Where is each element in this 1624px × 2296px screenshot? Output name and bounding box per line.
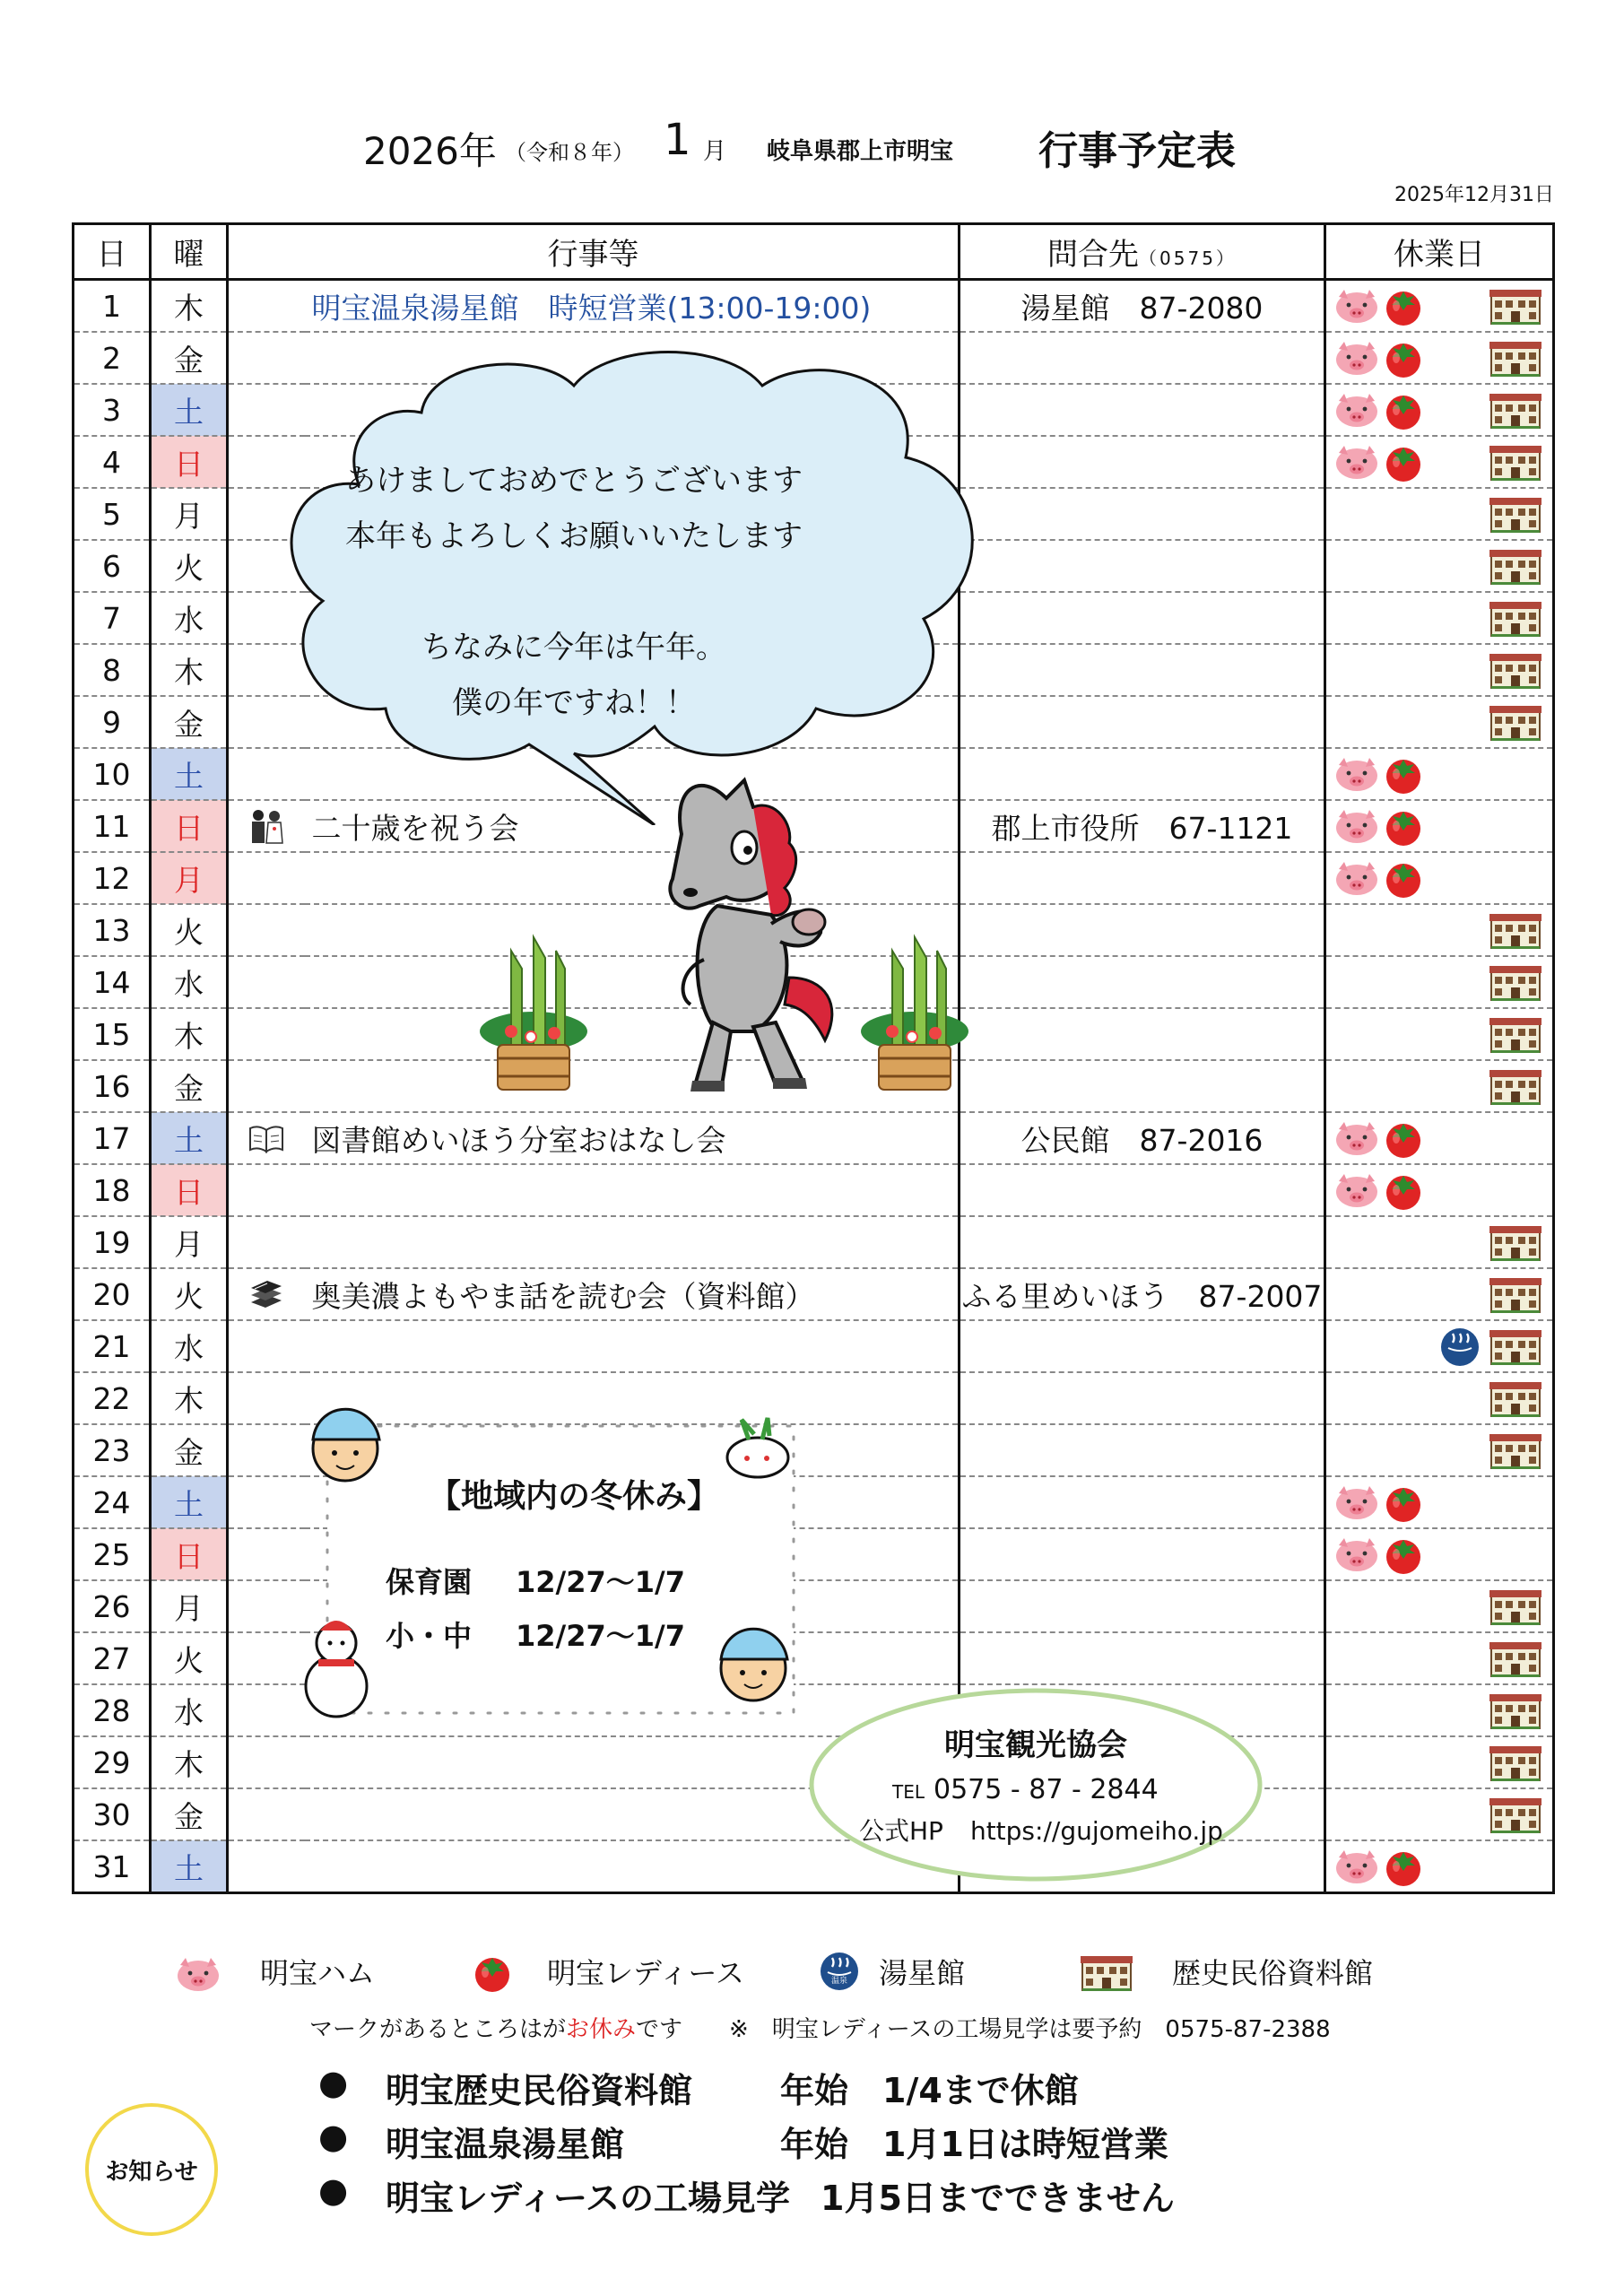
museum-icon [1489, 1588, 1541, 1626]
weekday: 水 [151, 592, 228, 644]
weekday: 日 [151, 436, 228, 488]
tomato-icon [1382, 336, 1425, 379]
header-closed: 休業日 [1325, 224, 1554, 280]
tomato-icon [1382, 1845, 1425, 1888]
closed-marks [1325, 904, 1554, 956]
weekday: 木 [151, 644, 228, 696]
header-contact-label: 問合先 [1047, 237, 1140, 273]
association-url[interactable]: https://gujomeiho.jp [969, 1816, 1223, 1846]
winter-break-row [386, 1613, 762, 1667]
event-icon-cell [228, 956, 305, 1008]
weekday: 日 [151, 800, 228, 852]
weekday: 土 [151, 1476, 228, 1528]
new-year-message [323, 453, 825, 731]
hp-label: 公式HP [859, 1816, 943, 1846]
event-contact [960, 852, 1325, 904]
pig-icon [1333, 392, 1380, 428]
event-icon-cell [228, 1268, 305, 1320]
day-number: 22 [74, 1372, 151, 1424]
association-tel [892, 1774, 1159, 1805]
pig-icon [1333, 1120, 1380, 1156]
year: 2026年 [363, 129, 497, 173]
day-number: 15 [74, 1008, 151, 1060]
pig-icon [1333, 288, 1380, 324]
museum-icon [1081, 1954, 1133, 1992]
weekday: 金 [151, 1424, 228, 1476]
closed-marks [1325, 748, 1554, 800]
notice-item [318, 2117, 1439, 2170]
onsen-icon [1439, 1326, 1481, 1368]
event-contact: 公民館 87-2016 [960, 1112, 1325, 1164]
pig-icon [1333, 1172, 1380, 1208]
closed-marks [1325, 696, 1554, 748]
school-label: 保育園 [386, 1565, 473, 1599]
weekday: 土 [151, 384, 228, 436]
closed-marks [1325, 1424, 1554, 1476]
event-contact [960, 332, 1325, 384]
closed-marks [1325, 592, 1554, 644]
museum-icon [1489, 1692, 1541, 1730]
museum-icon [1489, 1744, 1541, 1782]
closed-marks [1325, 1164, 1554, 1216]
event-contact [960, 644, 1325, 696]
day-number: 19 [74, 1216, 151, 1268]
day-number: 26 [74, 1580, 151, 1632]
tomato-icon [1382, 284, 1425, 327]
header-weekday: 曜 [151, 224, 228, 280]
notice-badge-label: お知らせ [105, 2159, 198, 2186]
open-book-icon [248, 1119, 285, 1157]
notice-detail: 年始 1月1日は時短営業 [780, 2125, 1168, 2164]
legend-ham: 明宝ハム [260, 1956, 376, 1990]
event-icon-cell [228, 1216, 305, 1268]
notice-item [318, 2170, 1439, 2224]
event-icon-cell [228, 1008, 305, 1060]
day-number: 9 [74, 696, 151, 748]
pig-icon [175, 1956, 221, 1992]
event-icon-cell [228, 1684, 305, 1736]
page-title: 行事予定表 [1038, 128, 1236, 174]
museum-icon [1489, 1224, 1541, 1262]
museum-icon [1489, 1796, 1541, 1834]
closed-marks [1325, 1684, 1554, 1736]
weekday: 金 [151, 1788, 228, 1840]
museum-icon [1489, 704, 1541, 742]
closed-marks [1325, 488, 1554, 540]
weekday: 火 [151, 1268, 228, 1320]
table-row [74, 1268, 1554, 1320]
tomato-icon [1382, 1169, 1425, 1212]
museum-icon [1489, 444, 1541, 482]
horse-mascot-icon [619, 771, 870, 1103]
event-contact [960, 1372, 1325, 1424]
museum-icon [1489, 600, 1541, 638]
onsen-mark: 温泉 [830, 1977, 847, 1986]
weekday: 木 [151, 1372, 228, 1424]
closed-marks [1325, 1112, 1554, 1164]
day-number: 13 [74, 904, 151, 956]
event-name: 明宝温泉湯星館 時短営業(13:00-19:00) [305, 280, 960, 333]
school-label: 小・中 [386, 1619, 473, 1653]
museum-icon [1489, 912, 1541, 950]
weekday: 日 [151, 1164, 228, 1216]
location: 岐阜県郡上市明宝 [767, 138, 954, 165]
weekday: 月 [151, 852, 228, 904]
closed-marks [1325, 332, 1554, 384]
event-icon-cell [228, 1528, 305, 1580]
weekday: 木 [151, 1736, 228, 1788]
notice-detail: 年始 1/4まで休館 [780, 2071, 1079, 2110]
day-number: 4 [74, 436, 151, 488]
day-number: 5 [74, 488, 151, 540]
event-icon-cell [228, 1320, 305, 1372]
tomato-icon [1382, 857, 1425, 900]
event-contact [960, 1528, 1325, 1580]
tourism-association-card [807, 1686, 1264, 1883]
page-header [0, 115, 1624, 178]
event-icon-cell [228, 1736, 305, 1788]
event-icon-cell [228, 1476, 305, 1528]
closed-marks [1325, 1320, 1554, 1372]
event-icon-cell [228, 1580, 305, 1632]
issue-date: 2025年12月31日 [1394, 184, 1554, 206]
closed-marks [1325, 280, 1554, 333]
museum-icon [1489, 340, 1541, 378]
day-number: 7 [74, 592, 151, 644]
legend-note [309, 2011, 1331, 2044]
event-icon-cell [228, 904, 305, 956]
event-icon-cell [228, 1060, 305, 1112]
day-number: 28 [74, 1684, 151, 1736]
association-hp [859, 1812, 1223, 1848]
note-post: です ※ 明宝レディースの工場見学は要予約 0575-87-2388 [636, 2016, 1331, 2043]
event-icon-cell [228, 852, 305, 904]
museum-icon [1489, 288, 1541, 326]
event-contact [960, 592, 1325, 644]
closed-marks [1325, 384, 1554, 436]
tomato-icon [1382, 388, 1425, 431]
tel-number: 0575 - 87 - 2844 [934, 1774, 1159, 1805]
day-number: 21 [74, 1320, 151, 1372]
kadomatsu-right-icon [856, 933, 973, 1094]
closed-marks [1325, 644, 1554, 696]
event-contact: ふる里めいほう 87-2007 [960, 1268, 1325, 1320]
day-number: 31 [74, 1840, 151, 1893]
weekday: 日 [151, 1528, 228, 1580]
day-number: 10 [74, 748, 151, 800]
event-icon-cell [228, 1840, 305, 1893]
closed-marks [1325, 1476, 1554, 1528]
day-number: 23 [74, 1424, 151, 1476]
closed-marks [1325, 1840, 1554, 1893]
event-contact [960, 748, 1325, 800]
weekday: 火 [151, 1632, 228, 1684]
event-contact [960, 1320, 1325, 1372]
event-name: 奥美濃よもやま話を読む会（資料館） [305, 1268, 960, 1320]
legend-onsen: 湯星館 [879, 1956, 966, 1990]
era: （令和８年） [505, 140, 634, 165]
event-icon-cell [228, 1164, 305, 1216]
day-number: 2 [74, 332, 151, 384]
association-name: 明宝観光協会 [944, 1727, 1127, 1763]
book-stack-icon [248, 1275, 285, 1313]
day-number: 6 [74, 540, 151, 592]
message-line: 本年もよろしくお願いいたします [345, 518, 803, 554]
table-row [74, 1112, 1554, 1164]
museum-icon [1489, 1016, 1541, 1054]
message-line: あけましておめでとうございます [345, 463, 803, 499]
onsen-icon [819, 1951, 860, 1992]
notice-name: 明宝レディースの工場見学 [386, 2179, 791, 2218]
event-name: 二十歳を祝う会 [305, 800, 960, 852]
event-icon-cell [228, 1112, 305, 1164]
weekday: 木 [151, 1008, 228, 1060]
weekday: 火 [151, 540, 228, 592]
closed-marks [1325, 852, 1554, 904]
event-icon-cell [228, 1788, 305, 1840]
header-day: 日 [74, 224, 151, 280]
museum-icon [1489, 1380, 1541, 1418]
day-number: 20 [74, 1268, 151, 1320]
winter-break-title: 【地域内の冬休み】 [428, 1478, 719, 1515]
closed-marks [1325, 1736, 1554, 1788]
notice-list [318, 2063, 1439, 2224]
closed-marks [1325, 1580, 1554, 1632]
closed-marks [1325, 1528, 1554, 1580]
tel-label: TEL [892, 1781, 925, 1803]
event-contact [960, 1476, 1325, 1528]
closed-marks [1325, 1788, 1554, 1840]
day-number: 27 [74, 1632, 151, 1684]
event-contact [960, 488, 1325, 540]
event-icon-cell [228, 1424, 305, 1476]
weekday: 火 [151, 904, 228, 956]
notice-name: 明宝歴史民俗資料館 [386, 2071, 693, 2110]
tomato-icon [1382, 1533, 1425, 1576]
message-line: 僕の年ですね！！ [452, 685, 696, 721]
event-contact [960, 1632, 1325, 1684]
closed-marks [1325, 956, 1554, 1008]
museum-icon [1489, 548, 1541, 586]
event-name [305, 1320, 960, 1372]
weekday: 月 [151, 1580, 228, 1632]
tomato-icon [471, 1951, 514, 1994]
day-number: 16 [74, 1060, 151, 1112]
closed-marks [1325, 1008, 1554, 1060]
header-contact [960, 224, 1325, 280]
event-icon-cell [228, 1632, 305, 1684]
tomato-icon [1382, 752, 1425, 796]
message-line [323, 564, 825, 620]
event-contact [960, 696, 1325, 748]
museum-icon [1489, 496, 1541, 534]
weekday: 水 [151, 956, 228, 1008]
weekday: 水 [151, 1320, 228, 1372]
event-contact [960, 436, 1325, 488]
museum-icon [1489, 1276, 1541, 1314]
tomato-icon [1382, 804, 1425, 848]
table-row [74, 280, 1554, 333]
winter-break-box [386, 1471, 762, 1667]
break-dates: 12/27～1/7 [516, 1565, 685, 1599]
bullet-icon: ● [318, 2063, 349, 2102]
closed-marks [1325, 436, 1554, 488]
day-number: 8 [74, 644, 151, 696]
day-number: 1 [74, 280, 151, 333]
day-number: 18 [74, 1164, 151, 1216]
closed-marks [1325, 1268, 1554, 1320]
closed-marks [1325, 1060, 1554, 1112]
pig-icon [1333, 860, 1380, 896]
tomato-icon [1382, 440, 1425, 483]
tomato-icon [1382, 1481, 1425, 1524]
pig-icon [1333, 808, 1380, 844]
event-contact [960, 1008, 1325, 1060]
event-name: 図書館めいほう分室おはなし会 [305, 1112, 960, 1164]
event-icon-cell [228, 1372, 305, 1424]
legend-ladies: 明宝レディース [547, 1956, 744, 1990]
day-number: 24 [74, 1476, 151, 1528]
closed-marks [1325, 1632, 1554, 1684]
event-contact [960, 1216, 1325, 1268]
museum-icon [1489, 1432, 1541, 1470]
day-number: 14 [74, 956, 151, 1008]
pig-icon [1333, 1484, 1380, 1520]
museum-icon [1489, 1640, 1541, 1678]
legend-museum: 歴史民俗資料館 [1172, 1956, 1374, 1990]
closed-marks [1325, 800, 1554, 852]
event-contact [960, 384, 1325, 436]
event-contact [960, 956, 1325, 1008]
pig-icon [1333, 444, 1380, 480]
event-contact [960, 1060, 1325, 1112]
day-number: 30 [74, 1788, 151, 1840]
table-row [74, 1320, 1554, 1372]
notice-badge [85, 2103, 218, 2236]
pig-icon [1333, 340, 1380, 376]
museum-icon [1489, 1068, 1541, 1106]
day-number: 12 [74, 852, 151, 904]
event-contact [960, 1164, 1325, 1216]
museum-icon [1489, 1328, 1541, 1366]
weekday: 土 [151, 1112, 228, 1164]
museum-icon [1489, 392, 1541, 430]
day-number: 17 [74, 1112, 151, 1164]
museum-icon [1489, 652, 1541, 690]
event-contact [960, 904, 1325, 956]
weekday: 木 [151, 280, 228, 333]
museum-icon [1489, 964, 1541, 1002]
note-highlight: お休み [566, 2016, 637, 2043]
header-contact-code: （0575） [1139, 248, 1237, 269]
weekday: 月 [151, 1216, 228, 1268]
table-row [74, 1164, 1554, 1216]
event-name [305, 1164, 960, 1216]
notice-name: 明宝温泉湯星館 [386, 2125, 625, 2164]
table-row [74, 1216, 1554, 1268]
weekday: 水 [151, 1684, 228, 1736]
winter-break-row [386, 1560, 762, 1613]
closed-marks [1325, 540, 1554, 592]
event-contact: 湯星館 87-2080 [960, 280, 1325, 333]
child-face-icon [313, 1409, 379, 1481]
header-event: 行事等 [228, 224, 960, 280]
pig-icon [1333, 1536, 1380, 1572]
message-line: ちなみに今年は午年。 [421, 630, 726, 665]
event-contact [960, 1580, 1325, 1632]
weekday: 土 [151, 748, 228, 800]
legend [175, 1951, 1475, 2013]
closed-marks [1325, 1216, 1554, 1268]
day-number: 25 [74, 1528, 151, 1580]
month-unit: 月 [703, 138, 727, 165]
day-number: 3 [74, 384, 151, 436]
notice-detail: 1月5日までできません [821, 2179, 1175, 2218]
weekday: 月 [151, 488, 228, 540]
weekday: 金 [151, 696, 228, 748]
table-header-row [74, 224, 1554, 280]
event-name [305, 1216, 960, 1268]
event-contact [960, 1424, 1325, 1476]
break-dates: 12/27～1/7 [516, 1619, 685, 1653]
weekday: 金 [151, 332, 228, 384]
month-number: 1 [664, 115, 691, 165]
day-number: 11 [74, 800, 151, 852]
event-contact: 郡上市役所 67-1121 [960, 800, 1325, 852]
event-icon-cell [228, 280, 305, 333]
day-number: 29 [74, 1736, 151, 1788]
bullet-icon: ● [318, 2170, 349, 2210]
event-contact [960, 540, 1325, 592]
weekday: 金 [151, 1060, 228, 1112]
pig-icon [1333, 756, 1380, 792]
bullet-icon: ● [318, 2117, 349, 2156]
pig-icon [1333, 1848, 1380, 1884]
weekday: 土 [151, 1840, 228, 1893]
closed-marks [1325, 1372, 1554, 1424]
tomato-icon [1382, 1117, 1425, 1160]
note-pre: マークがあるところはが [309, 2016, 567, 2043]
notice-item [318, 2063, 1439, 2117]
kadomatsu-left-icon [475, 933, 592, 1094]
